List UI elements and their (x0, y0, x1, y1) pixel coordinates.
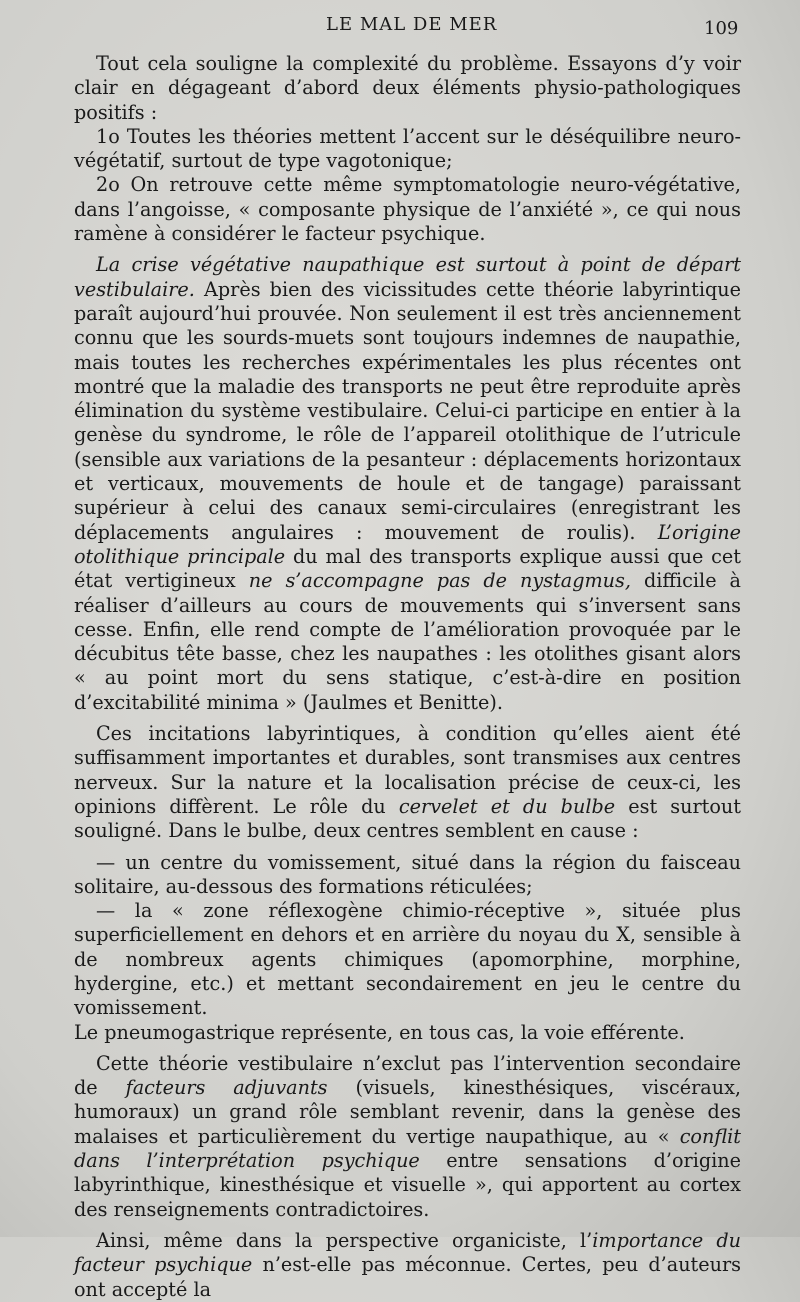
text-run: difficile à réaliser d’ailleurs au cours de mouvements qui s’inversent sans cesse. Enfin, elle rend compte de l’amélioration provoquée par le décubitus tête basse, chez les naupathes : les otolithes gisant alors « au point mort du sens statique, c’est-à-dire en position d’excitabilité minima » (Jaulmes et Benitte). (74, 569, 741, 714)
emphasis-psychic: importance du facteur psychique (74, 1228, 741, 1277)
emphasis-adjuvant: facteurs adjuvants (125, 1076, 328, 1100)
text-run: du mal des transports explique aussi que cet état vertigineux (74, 544, 741, 593)
page-number: 109 (704, 18, 739, 39)
paragraph-point-1: 1o Toutes les théories mettent l’accent sur le déséquilibre neuro-végétatif, surtout de type vagotonique; (74, 124, 741, 173)
paragraph-psychic-factor (74, 1229, 741, 1302)
paragraph-point-2: 2o On retrouve cette même symptomatologie neuro-végétative, dans l’angoisse, « composante physique de l’anxiété », ce qui nous ramène à considérer le facteur psychique. (74, 173, 741, 246)
text-run: (visuels, kinesthésiques, viscéraux, humoraux) un grand rôle semblant revenir, dans la genèse des malaises et particulièrement du vertige naupathique, au « (74, 1076, 741, 1148)
paragraph-efferent: Le pneumogastrique représente, en tous cas, la voie efférente. (74, 1020, 685, 1044)
text-run: entre sensations d’origine labyrinthique, kinesthésique et visuelle », qui apportent au cortex des renseignements contradictoires. (74, 1149, 741, 1221)
text-run: Ainsi, même dans la perspective organiciste, l’ (96, 1228, 593, 1252)
emphasis-conflict: conflit dans l’interprétation psychique (74, 1124, 741, 1173)
paragraph-chemoreceptor-zone: — la « zone réflexogène chimio-réceptive », située plus superficiellement en dehors et en arrière du noyau du X, sensible à de nombreux agents chimiques (apomorphine, morphine, hydergine, etc.) et mettant secondairement en jeu le centre du vomissement. (74, 899, 741, 1020)
paragraph-adjuvant-factors (74, 1052, 741, 1222)
emphasis-cerebellum: cervelet et du bulbe (398, 794, 616, 818)
body-text (74, 52, 741, 1302)
page-header (0, 8, 800, 48)
text-run: est surtout souligné. Dans le bulbe, deux centres semblent en cause : (74, 794, 741, 843)
paragraph-nerve-centres (74, 722, 741, 843)
emphasis-otolithic: L’origine otolithique principale (74, 520, 741, 568)
emphasis-nystagmus: ne s’accompagne pas de nystagmus, (248, 569, 631, 593)
paragraph-vomiting-centre: — un centre du vomissement, situé dans la région du faisceau solitaire, au-dessous des formations réticulées; (74, 850, 741, 898)
emphasis-vestibular: La crise végétative naupathique est surtout à point de départ vestibulaire. (74, 253, 741, 301)
text-run: Cette théorie vestibulaire n’exclut pas l’intervention secondaire de (74, 1051, 741, 1100)
text-run: n’est-elle pas méconnue. Certes, peu d’auteurs ont accepté la (74, 1253, 742, 1301)
paragraph-vestibular-crisis (74, 253, 741, 715)
paragraph-intro: Tout cela souligne la complexité du problème. Essayons d’y voir clair en dégageant d’abord deux éléments physio-pathologiques positifs : (74, 52, 741, 124)
text-run: Après bien des vicissitudes cette théorie labyrintique paraît aujourd’hui prouvée. Non seulement il est très anciennement connu que les sourds-muets sont toujours indemnes de naupathie, mais toutes les recherches expérimentales les plus récentes ont montré que la maladie des transports ne peut être reproduite après élimination du système vestibulaire. Celui-ci participe en entier à la genèse du syndrome, le rôle de l’appareil otolithique de l’utricule (sensible aux variations de la pesanteur : déplacements horizontaux et verticaux, mouvements de houle et de tangage) paraissant supérieur à celui des canaux semi-circulaires (enregistrant les déplacements angulaires : mouvement de roulis). (74, 277, 741, 544)
running-title: LE MAL DE MER (326, 14, 498, 35)
text-run: Ces incitations labyrintiques, à condition qu’elles aient été suffisamment importantes et durables, sont transmises aux centres nerveux. Sur la nature et la localisation précise de ceux-ci, les opinions diffèrent. Le rôle du (74, 722, 741, 818)
